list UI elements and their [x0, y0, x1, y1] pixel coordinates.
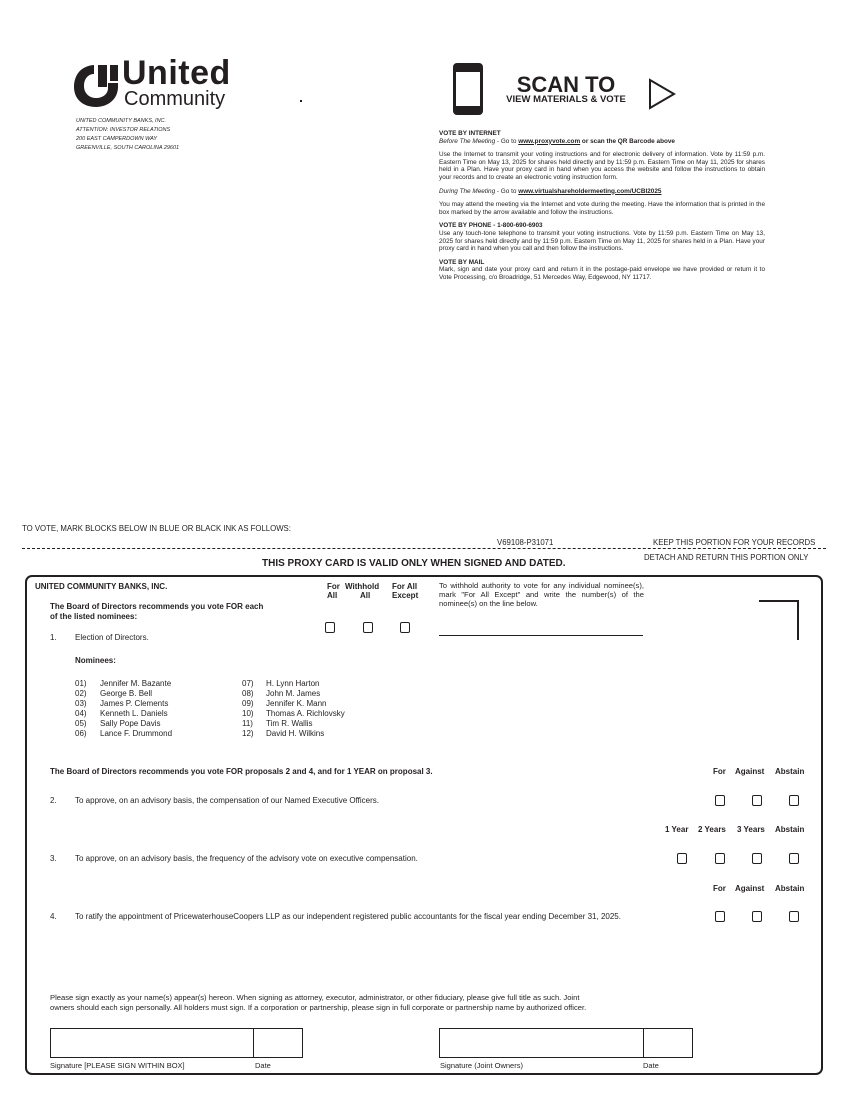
address-line: 200 EAST CAMPERDOWN WAY [76, 136, 158, 142]
nominee-number: 08) [242, 689, 254, 698]
nominee-number: 10) [242, 709, 254, 718]
signature-label: Signature [PLEASE SIGN WITHIN BOX] [50, 1061, 185, 1070]
checkbox-item2-against[interactable] [752, 795, 762, 806]
joint-date-label: Date [643, 1061, 659, 1070]
checkbox-item2-abstain[interactable] [789, 795, 799, 806]
nominee-name: Jennifer K. Mann [266, 699, 327, 708]
checkbox-item3-3-years[interactable] [752, 853, 762, 864]
checkbox-item3-1-year[interactable] [677, 853, 687, 864]
nominee-name: Thomas A. Richlovsky [266, 709, 345, 718]
board-recommendation-proposals: The Board of Directors recommends you vote FOR proposals 2 and 4, and for 1 YEAR on proposal 3. [50, 767, 433, 776]
item-1-text: Election of Directors. [75, 633, 149, 642]
nominee-exception-line[interactable] [439, 635, 643, 636]
item-2-text: To approve, on an advisory basis, the compensation of our Named Executive Officers. [75, 796, 380, 805]
address-line: ATTENTION: INVESTOR RELATIONS [76, 127, 171, 133]
logo-wordmark-community: Community [124, 88, 226, 110]
voting-instructions [439, 130, 765, 282]
nominee-number: 02) [75, 689, 87, 698]
col-3-years: 3 Years [737, 825, 765, 834]
vote-phone-body: Use any touch-tone telephone to transmit your voting instructions. Vote by 11:59 p.m. Eastern Time on May 13, 2025 for shares held directly and by 11:59 p.m. Eastern Time on May 11, 2025 for shares held in a Plan. Have your proxy card in hand when you call and then follow the instructions. [439, 229, 765, 253]
return-address [76, 117, 179, 153]
col-1-year: 1 Year [665, 825, 689, 834]
proxyvote-link[interactable]: www.proxyvote.com [518, 137, 581, 145]
item-1-number: 1. [50, 633, 57, 642]
before-meeting-label: Before The Meeting [439, 137, 496, 145]
checkbox-for-all[interactable] [325, 622, 335, 633]
qr-note: or scan the QR Barcode above [580, 137, 675, 145]
col-abstain-4: Abstain [775, 884, 805, 893]
nominees-label: Nominees: [75, 656, 116, 665]
col-for-all-except-2: Except [392, 591, 419, 600]
vote-internet-during-body: You may attend the meeting via the Internet and vote during the meeting. Have the information that is printed in the box marked by the arrow available and follow the instructions. [439, 201, 765, 216]
scan-subtitle: VIEW MATERIALS & VOTE [506, 94, 626, 105]
nominee-name: Sally Pope Davis [100, 719, 161, 728]
joint-date-box[interactable] [643, 1028, 693, 1058]
stray-dot [300, 100, 302, 102]
nominee-name: Kenneth L. Daniels [100, 709, 168, 718]
checkbox-item2-for[interactable] [715, 795, 725, 806]
item-2-number: 2. [50, 796, 57, 805]
nominee-number: 05) [75, 719, 87, 728]
col-abstain-freq: Abstain [775, 825, 805, 834]
card-company: UNITED COMMUNITY BANKS, INC. [35, 582, 168, 591]
control-code: V69108-P31071 [497, 538, 554, 547]
nominee-name: Tim R. Wallis [266, 719, 313, 728]
virtual-meeting-link[interactable]: www.virtualshareholdermeeting.com/UCBI2025 [518, 187, 662, 195]
nominee-name: George B. Bell [100, 689, 153, 698]
nominee-number: 11) [242, 719, 253, 728]
detach-return-label: DETACH AND RETURN THIS PORTION ONLY [644, 553, 809, 562]
signature-box[interactable] [50, 1028, 254, 1058]
nominee-name: Lance F. Drummond [100, 729, 173, 738]
vote-mail-heading: VOTE BY MAIL [439, 258, 485, 266]
col-abstain: Abstain [775, 767, 805, 776]
nominee-name: H. Lynn Harton [266, 679, 320, 688]
detach-dashed-line [22, 548, 826, 549]
during-go-text: - Go to [495, 187, 519, 195]
keep-portion-label: KEEP THIS PORTION FOR YOUR RECORDS [653, 538, 816, 547]
vote-mail-body: Mark, sign and date your proxy card and return it in the postage-paid envelope we have provided or return it to Vote Processing, c/o Broadridge, 51 Mercedes Way, Edgewood, NY 11717. [439, 266, 765, 281]
nominee-number: 06) [75, 729, 87, 738]
corner-mark [759, 600, 799, 640]
nominee-number: 07) [242, 679, 254, 688]
logo-wordmark-united: United [122, 54, 231, 92]
checkbox-for-all-except[interactable] [400, 622, 410, 633]
vote-phone-heading: VOTE BY PHONE - 1-800-690-6903 [439, 222, 543, 230]
col-for-all-2: All [327, 591, 338, 600]
nominee-number: 09) [242, 699, 254, 708]
nominee-name: John M. James [266, 689, 321, 698]
checkbox-withhold-all[interactable] [363, 622, 373, 633]
col-withhold-all-2: All [360, 591, 371, 600]
nominee-name: Jennifer M. Bazante [100, 679, 172, 688]
date-label: Date [255, 1061, 271, 1070]
col-withhold-all: Withhold [345, 582, 380, 591]
checkbox-item4-abstain[interactable] [789, 911, 799, 922]
item-3-text: To approve, on an advisory basis, the frequency of the advisory vote on executive compensation. [75, 854, 418, 863]
mark-instruction: TO VOTE, MARK BLOCKS BELOW IN BLUE OR BLACK INK AS FOLLOWS: [22, 524, 291, 533]
col-for-all: For [327, 582, 340, 591]
vote-internet-body: Use the Internet to transmit your voting instructions and for electronic delivery of information. Vote by 11:59 p.m. Eastern Time on May 13, 2025 for shares held directly and by 11:59 p.m. Eastern Time on May 11, 2025 for shares held in a Plan. Have your proxy card in hand when you access the website and follow the instructions to obtain your records and to create an electronic voting instruction form. [439, 151, 765, 181]
col-against: Against [735, 767, 765, 776]
nominee-name: James P. Clements [100, 699, 169, 708]
sign-instructions-1: Please sign exactly as your name(s) appear(s) hereon. When signing as attorney, executor, administrator, or other fiduciary, please give full title as such. Joint [50, 993, 580, 1002]
checkbox-item3-2-years[interactable] [715, 853, 725, 864]
item-4-text: To ratify the appointment of PricewaterhouseCoopers LLP as our independent registered public accountants for the fiscal year ending December 31, 2025. [75, 912, 621, 921]
before-go-text: - Go to [495, 137, 519, 145]
checkbox-item4-against[interactable] [752, 911, 762, 922]
board-recommendation: The Board of Directors recommends you vote FOR each [50, 602, 264, 611]
smartphone-icon [453, 63, 483, 115]
col-for: For [713, 767, 726, 776]
during-meeting-label: During The Meeting [439, 187, 496, 195]
col-against-4: Against [735, 884, 765, 893]
vote-internet-before [439, 138, 765, 146]
checkbox-item3-abstain[interactable] [789, 853, 799, 864]
arrow-right-icon [648, 78, 676, 110]
col-2-years: 2 Years [698, 825, 726, 834]
vote-internet-heading: VOTE BY INTERNET [439, 130, 501, 137]
nominee-name: David H. Wilkins [266, 729, 325, 738]
nominee-number: 01) [75, 679, 87, 688]
date-box[interactable] [253, 1028, 303, 1058]
united-community-logo-icon [72, 63, 120, 109]
item-3-number: 3. [50, 854, 57, 863]
joint-signature-box[interactable] [439, 1028, 644, 1058]
item-4-number: 4. [50, 912, 57, 921]
nominee-number: 04) [75, 709, 87, 718]
board-recommendation-2: of the listed nominees: [50, 612, 138, 621]
nominee-number: 03) [75, 699, 87, 708]
vote-internet-during [439, 188, 765, 196]
sign-instructions-2: owners should each sign personally. All holders must sign. If a corporation or partnership, please sign in full corporate or partnership name by authorized officer. [50, 1003, 587, 1012]
withhold-instructions: To withhold authority to vote for any individual nominee(s), mark "For All Except" and write the number(s) of the nominee(s) on the line below. [439, 581, 644, 608]
valid-notice: THIS PROXY CARD IS VALID ONLY WHEN SIGNED AND DATED. [262, 558, 566, 569]
scan-title: SCAN TO [516, 72, 616, 97]
address-line: UNITED COMMUNITY BANKS, INC. [76, 118, 167, 124]
joint-signature-label: Signature (Joint Owners) [440, 1061, 523, 1070]
nominee-number: 12) [242, 729, 254, 738]
col-for-all-except: For All [392, 582, 418, 591]
address-line: GREENVILLE, SOUTH CAROLINA 29601 [76, 145, 180, 151]
checkbox-item4-for[interactable] [715, 911, 725, 922]
col-for-4: For [713, 884, 726, 893]
